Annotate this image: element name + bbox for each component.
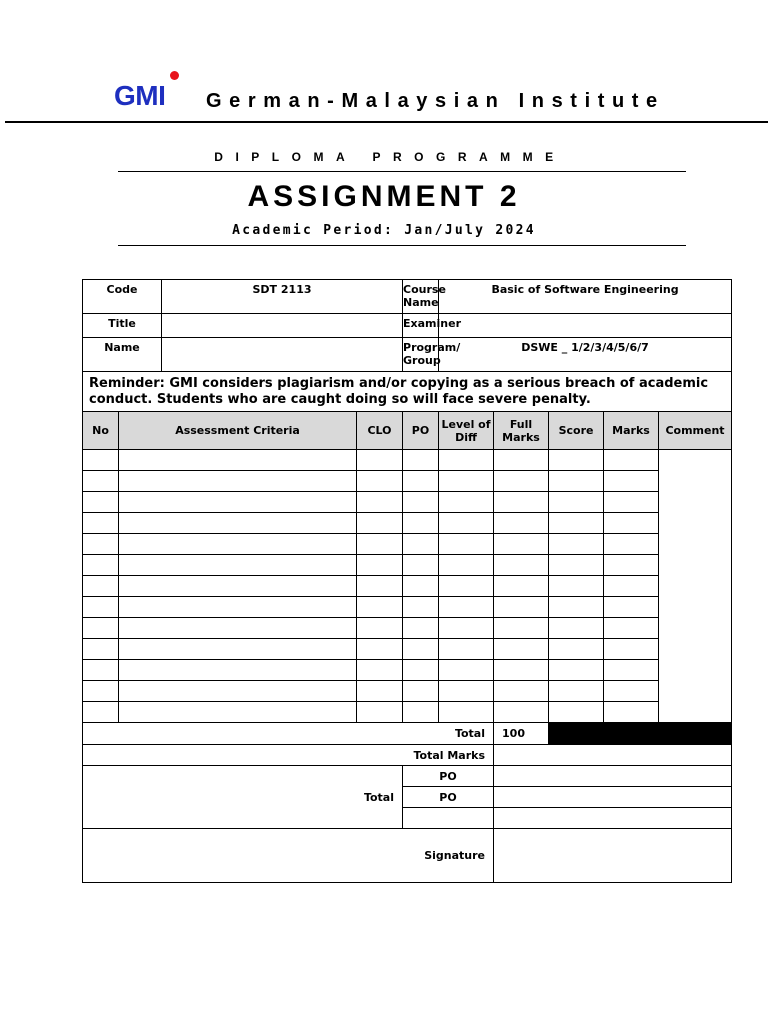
- total-score-blackout: [549, 723, 604, 745]
- info-row-title: [83, 314, 732, 338]
- marks-cell[interactable]: [604, 618, 659, 639]
- po-field-2[interactable]: [494, 787, 732, 808]
- clo-cell[interactable]: [357, 450, 403, 471]
- col-header-comment: Comment: [659, 412, 732, 450]
- po-cell[interactable]: [403, 597, 439, 618]
- criteria-cell[interactable]: [119, 660, 357, 681]
- criteria-cell[interactable]: [119, 681, 357, 702]
- criteria-cell[interactable]: [119, 534, 357, 555]
- full-marks-cell[interactable]: [494, 492, 549, 513]
- programme-heading: DIPLOMA PROGRAMME: [214, 150, 566, 164]
- no-cell[interactable]: [83, 513, 119, 534]
- program-group-value[interactable]: DSWE _ 1/2/3/4/5/6/7: [439, 338, 732, 372]
- score-cell[interactable]: [549, 534, 604, 555]
- marks-cell[interactable]: [604, 492, 659, 513]
- level-cell[interactable]: [439, 597, 494, 618]
- clo-cell[interactable]: [357, 639, 403, 660]
- plagiarism-reminder: Reminder: GMI considers plagiarism and/or copying as a serious breach of academic conduct. Students who are caught doing so will face severe penalty.: [83, 372, 732, 412]
- no-cell[interactable]: [83, 492, 119, 513]
- po-cell[interactable]: [403, 492, 439, 513]
- clo-cell[interactable]: [357, 492, 403, 513]
- clo-cell[interactable]: [357, 513, 403, 534]
- clo-cell[interactable]: [357, 660, 403, 681]
- marks-cell[interactable]: [604, 597, 659, 618]
- marks-cell[interactable]: [604, 471, 659, 492]
- full-marks-cell[interactable]: [494, 618, 549, 639]
- clo-cell[interactable]: [357, 681, 403, 702]
- score-cell[interactable]: [549, 597, 604, 618]
- level-cell[interactable]: [439, 702, 494, 723]
- score-cell[interactable]: [549, 576, 604, 597]
- clo-cell[interactable]: [357, 534, 403, 555]
- col-header-po: PO: [403, 412, 439, 450]
- full-marks-cell[interactable]: [494, 534, 549, 555]
- name-field[interactable]: [162, 338, 403, 372]
- full-marks-cell[interactable]: [494, 639, 549, 660]
- score-cell[interactable]: [549, 450, 604, 471]
- po-cell[interactable]: [403, 534, 439, 555]
- po-cell[interactable]: [403, 681, 439, 702]
- po-cell[interactable]: [403, 471, 439, 492]
- academic-period: Academic Period: Jan/July 2024: [232, 223, 536, 238]
- full-marks-cell[interactable]: [494, 471, 549, 492]
- code-label: Code: [83, 280, 162, 314]
- total-marks-field[interactable]: [494, 745, 732, 766]
- level-cell[interactable]: [439, 450, 494, 471]
- course-name-value[interactable]: Basic of Software Engineering: [439, 280, 732, 314]
- no-cell[interactable]: [83, 534, 119, 555]
- level-cell[interactable]: [439, 555, 494, 576]
- criteria-cell[interactable]: [119, 450, 357, 471]
- clo-cell[interactable]: [357, 576, 403, 597]
- gmi-logo: GMI: [114, 80, 166, 111]
- full-marks-cell[interactable]: [494, 681, 549, 702]
- col-header-criteria: Assessment Criteria: [119, 412, 357, 450]
- col-header-level: Level of Diff: [439, 412, 494, 450]
- clo-cell[interactable]: [357, 555, 403, 576]
- course-name-label: Course Name: [403, 280, 439, 314]
- marks-cell[interactable]: [604, 450, 659, 471]
- total-label: Total: [83, 723, 494, 745]
- total-full-marks: 100: [494, 723, 549, 745]
- examiner-field[interactable]: [439, 314, 732, 338]
- po-cell[interactable]: [403, 618, 439, 639]
- no-cell[interactable]: [83, 450, 119, 471]
- title-rule-bottom: [118, 245, 686, 246]
- score-cell[interactable]: [549, 702, 604, 723]
- po-cell[interactable]: [403, 450, 439, 471]
- po-cell[interactable]: [403, 513, 439, 534]
- level-cell[interactable]: [439, 618, 494, 639]
- col-header-marks: Marks: [604, 412, 659, 450]
- clo-cell[interactable]: [357, 597, 403, 618]
- criteria-cell[interactable]: [119, 471, 357, 492]
- name-label: Name: [83, 338, 162, 372]
- criteria-cell[interactable]: [119, 618, 357, 639]
- marks-cell[interactable]: [604, 639, 659, 660]
- criteria-row: [83, 471, 732, 492]
- clo-cell[interactable]: [357, 471, 403, 492]
- total-marks-label: Total Marks: [83, 745, 494, 766]
- po-total-label: Total: [83, 766, 403, 829]
- full-marks-cell[interactable]: [494, 660, 549, 681]
- criteria-row: [83, 702, 732, 723]
- score-cell[interactable]: [549, 618, 604, 639]
- page-title: ASSIGNMENT 2: [247, 180, 521, 213]
- po-cell[interactable]: [403, 576, 439, 597]
- level-cell[interactable]: [439, 534, 494, 555]
- no-cell[interactable]: [83, 681, 119, 702]
- comment-cell[interactable]: [659, 450, 732, 723]
- po-cell[interactable]: [403, 555, 439, 576]
- level-cell[interactable]: [439, 660, 494, 681]
- marks-cell[interactable]: [604, 534, 659, 555]
- level-cell[interactable]: [439, 471, 494, 492]
- criteria-header-row: [83, 412, 732, 450]
- criteria-row: [83, 681, 732, 702]
- po-label-2: PO: [403, 787, 494, 808]
- po-row-1: [83, 766, 732, 787]
- score-cell[interactable]: [549, 492, 604, 513]
- assessment-form: [82, 279, 732, 883]
- col-header-score: Score: [549, 412, 604, 450]
- criteria-row: [83, 555, 732, 576]
- criteria-cell[interactable]: [119, 576, 357, 597]
- score-cell[interactable]: [549, 555, 604, 576]
- total-marks-blackout: [604, 723, 732, 745]
- score-cell[interactable]: [549, 681, 604, 702]
- level-cell[interactable]: [439, 492, 494, 513]
- criteria-row: [83, 513, 732, 534]
- signature-row: [83, 829, 732, 883]
- marks-cell[interactable]: [604, 513, 659, 534]
- score-cell[interactable]: [549, 639, 604, 660]
- title-label: Title: [83, 314, 162, 338]
- po-cell[interactable]: [403, 639, 439, 660]
- criteria-row: [83, 576, 732, 597]
- marks-cell[interactable]: [604, 576, 659, 597]
- criteria-row: [83, 618, 732, 639]
- level-cell[interactable]: [439, 576, 494, 597]
- criteria-row: [83, 450, 732, 471]
- marks-cell[interactable]: [604, 681, 659, 702]
- no-cell[interactable]: [83, 555, 119, 576]
- criteria-row: [83, 597, 732, 618]
- criteria-cell[interactable]: [119, 639, 357, 660]
- po-field-3[interactable]: [494, 808, 732, 829]
- info-row-name: [83, 338, 732, 372]
- full-marks-cell[interactable]: [494, 597, 549, 618]
- full-marks-cell[interactable]: [494, 513, 549, 534]
- po-cell[interactable]: [403, 702, 439, 723]
- full-marks-cell[interactable]: [494, 702, 549, 723]
- no-cell[interactable]: [83, 660, 119, 681]
- criteria-cell[interactable]: [119, 702, 357, 723]
- criteria-row: [83, 639, 732, 660]
- header-divider: [5, 121, 768, 123]
- code-value[interactable]: SDT 2113: [162, 280, 403, 314]
- level-cell[interactable]: [439, 513, 494, 534]
- total-marks-row: [83, 745, 732, 766]
- clo-cell[interactable]: [357, 618, 403, 639]
- col-header-clo: CLO: [357, 412, 403, 450]
- po-field-1[interactable]: [494, 766, 732, 787]
- po-cell[interactable]: [403, 660, 439, 681]
- title-rule-top: [118, 171, 686, 172]
- signature-field[interactable]: [494, 829, 732, 883]
- criteria-rows: [83, 450, 732, 723]
- clo-cell[interactable]: [357, 702, 403, 723]
- info-row-code: [83, 280, 732, 314]
- program-group-label: Program/ Group: [403, 338, 439, 372]
- criteria-row: [83, 492, 732, 513]
- reminder-row: [83, 372, 732, 412]
- no-cell[interactable]: [83, 471, 119, 492]
- marks-cell[interactable]: [604, 660, 659, 681]
- total-row: [83, 723, 732, 745]
- signature-label: Signature: [83, 829, 494, 883]
- no-cell[interactable]: [83, 618, 119, 639]
- criteria-cell[interactable]: [119, 597, 357, 618]
- level-cell[interactable]: [439, 639, 494, 660]
- score-cell[interactable]: [549, 660, 604, 681]
- col-header-no: No: [83, 412, 119, 450]
- score-cell[interactable]: [549, 513, 604, 534]
- criteria-cell[interactable]: [119, 555, 357, 576]
- full-marks-cell[interactable]: [494, 555, 549, 576]
- criteria-cell[interactable]: [119, 513, 357, 534]
- po-label-1: PO: [403, 766, 494, 787]
- col-header-full-marks: Full Marks: [494, 412, 549, 450]
- title-field[interactable]: [162, 314, 403, 338]
- level-cell[interactable]: [439, 681, 494, 702]
- po-label-3: [403, 808, 494, 829]
- marks-cell[interactable]: [604, 555, 659, 576]
- examiner-label: Examiner: [403, 314, 439, 338]
- logo-dot: [170, 71, 179, 80]
- criteria-row: [83, 660, 732, 681]
- full-marks-cell[interactable]: [494, 576, 549, 597]
- no-cell[interactable]: [83, 702, 119, 723]
- marks-cell[interactable]: [604, 702, 659, 723]
- institute-name: German-Malaysian Institute: [206, 90, 665, 112]
- criteria-row: [83, 534, 732, 555]
- score-cell[interactable]: [549, 471, 604, 492]
- full-marks-cell[interactable]: [494, 450, 549, 471]
- no-cell[interactable]: [83, 639, 119, 660]
- criteria-cell[interactable]: [119, 492, 357, 513]
- no-cell[interactable]: [83, 597, 119, 618]
- no-cell[interactable]: [83, 576, 119, 597]
